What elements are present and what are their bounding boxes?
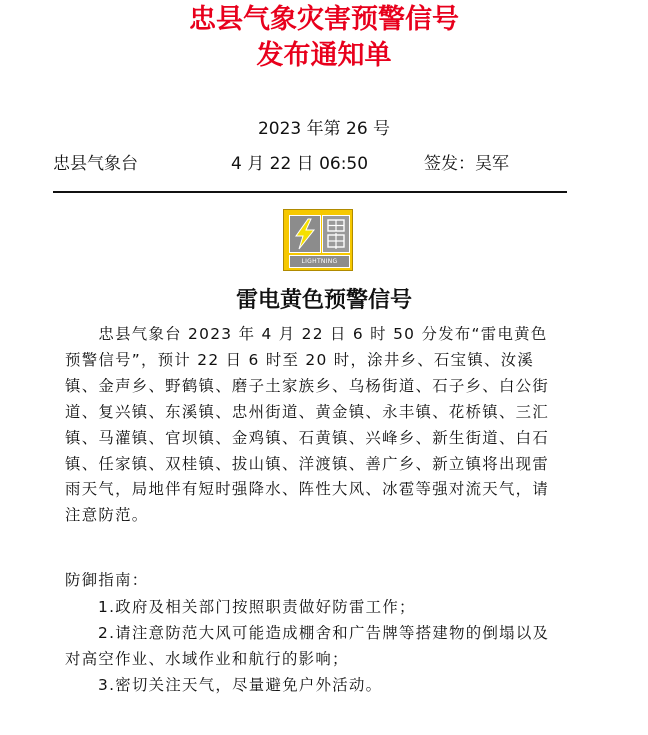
lightning-bolt-icon: [289, 215, 321, 253]
icon-label: LIGHTNING: [289, 255, 350, 268]
signer: 签发：吴军: [424, 154, 509, 174]
icon-char: [322, 215, 350, 253]
issue-time: 4 月 22 日 06:50: [231, 154, 369, 174]
signal-title: 雷电黄色预警信号: [235, 288, 412, 313]
guidance-list: [65, 594, 561, 698]
header-divider: [53, 191, 567, 193]
issuer: 忠县气象台: [53, 154, 138, 174]
notice-body: 忠县气象台 2023 年 4 月 22 日 6 时 50 分发布“雷电黄色预警信号”，预计 22 日 6 时至 20 时，涂井乡、石宝镇、汝溪镇、金声乡、野鹤镇、磨子土家族乡、乌杨街道、石子乡、白公街道、复兴镇、东溪镇、忠州街道、黄金镇、永丰镇、花桥镇、三汇镇、马灌镇、官坝镇、金鸡镇、石黄镇、兴峰乡、新生街道、白石镇、任家镇、双桂镇、拔山镇、洋渡镇、善广乡、新立镇将出现雷雨天气，局地伴有短时强降水、阵性大风、冰雹等强对流天气，请注意防范。: [65, 325, 550, 525]
guidance-item: 3.密切关注天气，尽量避免户外活动。: [98, 676, 383, 694]
guidance-item: 1.政府及相关部门按照职责做好防雷工作；: [98, 598, 416, 616]
meta-row: [0, 151, 648, 177]
document-title: 忠县气象灾害预警信号: [189, 4, 459, 35]
lightning-yellow-warning-icon: [283, 209, 353, 271]
issue-number: 2023 年第 26 号: [257, 119, 391, 139]
guidance-item: 2.请注意防范大风可能造成棚舍和广告牌等搭建物的倒塌以及对高空作业、水域作业和航行的影响；: [65, 624, 550, 668]
guidance-title: 防御指南：: [65, 571, 149, 589]
document-subtitle: 发布通知单: [256, 40, 392, 71]
